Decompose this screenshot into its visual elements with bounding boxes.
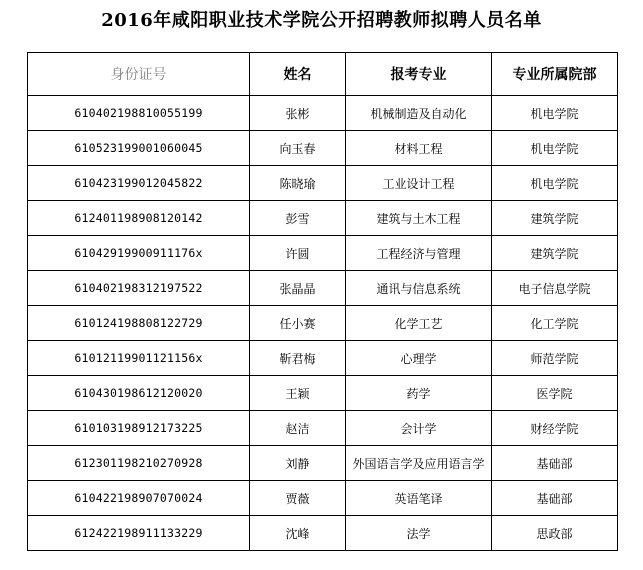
id-number-cell: 610124198808122729 bbox=[28, 306, 250, 341]
column-header-id: 身份证号 bbox=[28, 53, 250, 96]
id-number-cell: 610402198810055199 bbox=[28, 96, 250, 131]
table-header-row bbox=[28, 53, 618, 96]
department-cell: 机电学院 bbox=[492, 96, 618, 131]
name-cell: 赵洁 bbox=[250, 411, 346, 446]
table-row bbox=[28, 306, 618, 341]
table-row bbox=[28, 446, 618, 481]
major-cell: 工程经济与管理 bbox=[346, 236, 492, 271]
major-cell: 化学工艺 bbox=[346, 306, 492, 341]
name-cell: 任小赛 bbox=[250, 306, 346, 341]
department-cell: 基础部 bbox=[492, 481, 618, 516]
column-header-major: 报考专业 bbox=[346, 53, 492, 96]
table-row bbox=[28, 376, 618, 411]
table-row bbox=[28, 201, 618, 236]
column-header-department: 专业所属院部 bbox=[492, 53, 618, 96]
table-row bbox=[28, 236, 618, 271]
department-cell: 化工学院 bbox=[492, 306, 618, 341]
major-cell: 机械制造及自动化 bbox=[346, 96, 492, 131]
department-cell: 电子信息学院 bbox=[492, 271, 618, 306]
table-row bbox=[28, 131, 618, 166]
name-cell: 向玉春 bbox=[250, 131, 346, 166]
major-cell: 心理学 bbox=[346, 341, 492, 376]
id-number-cell: 610103198912173225 bbox=[28, 411, 250, 446]
hiring-roster-table bbox=[27, 52, 618, 551]
table-row bbox=[28, 271, 618, 306]
id-number-cell: 612422198911133229 bbox=[28, 516, 250, 551]
table-row bbox=[28, 341, 618, 376]
department-cell: 基础部 bbox=[492, 446, 618, 481]
major-cell: 药学 bbox=[346, 376, 492, 411]
department-cell: 机电学院 bbox=[492, 131, 618, 166]
id-number-cell: 61012119901121156x bbox=[28, 341, 250, 376]
name-cell: 靳君梅 bbox=[250, 341, 346, 376]
major-cell: 英语笔译 bbox=[346, 481, 492, 516]
name-cell: 沈峰 bbox=[250, 516, 346, 551]
major-cell: 通讯与信息系统 bbox=[346, 271, 492, 306]
id-number-cell: 612301198210270928 bbox=[28, 446, 250, 481]
id-number-cell: 610430198612120020 bbox=[28, 376, 250, 411]
major-cell: 材料工程 bbox=[346, 131, 492, 166]
major-cell: 外国语言学及应用语言学 bbox=[346, 446, 492, 481]
name-cell: 贾薇 bbox=[250, 481, 346, 516]
id-number-cell: 610422198907070024 bbox=[28, 481, 250, 516]
major-cell: 法学 bbox=[346, 516, 492, 551]
document-title: 2016年咸阳职业技术学院公开招聘教师拟聘人员名单 bbox=[101, 10, 542, 31]
name-cell: 张彬 bbox=[250, 96, 346, 131]
name-cell: 陈晓瑜 bbox=[250, 166, 346, 201]
department-cell: 机电学院 bbox=[492, 166, 618, 201]
table-row bbox=[28, 411, 618, 446]
id-number-cell: 610402198312197522 bbox=[28, 271, 250, 306]
department-cell: 师范学院 bbox=[492, 341, 618, 376]
id-number-cell: 610523199001060045 bbox=[28, 131, 250, 166]
table-row bbox=[28, 96, 618, 131]
department-cell: 财经学院 bbox=[492, 411, 618, 446]
major-cell: 会计学 bbox=[346, 411, 492, 446]
major-cell: 工业设计工程 bbox=[346, 166, 492, 201]
name-cell: 刘静 bbox=[250, 446, 346, 481]
id-number-cell: 612401198908120142 bbox=[28, 201, 250, 236]
table-row bbox=[28, 481, 618, 516]
department-cell: 医学院 bbox=[492, 376, 618, 411]
table-row bbox=[28, 516, 618, 551]
name-cell: 彭雪 bbox=[250, 201, 346, 236]
department-cell: 建筑学院 bbox=[492, 201, 618, 236]
department-cell: 建筑学院 bbox=[492, 236, 618, 271]
name-cell: 张晶晶 bbox=[250, 271, 346, 306]
id-number-cell: 61042919900911176x bbox=[28, 236, 250, 271]
table-row bbox=[28, 166, 618, 201]
major-cell: 建筑与土木工程 bbox=[346, 201, 492, 236]
name-cell: 许圆 bbox=[250, 236, 346, 271]
column-header-name: 姓名 bbox=[250, 53, 346, 96]
name-cell: 王颖 bbox=[250, 376, 346, 411]
department-cell: 思政部 bbox=[492, 516, 618, 551]
id-number-cell: 610423199012045822 bbox=[28, 166, 250, 201]
